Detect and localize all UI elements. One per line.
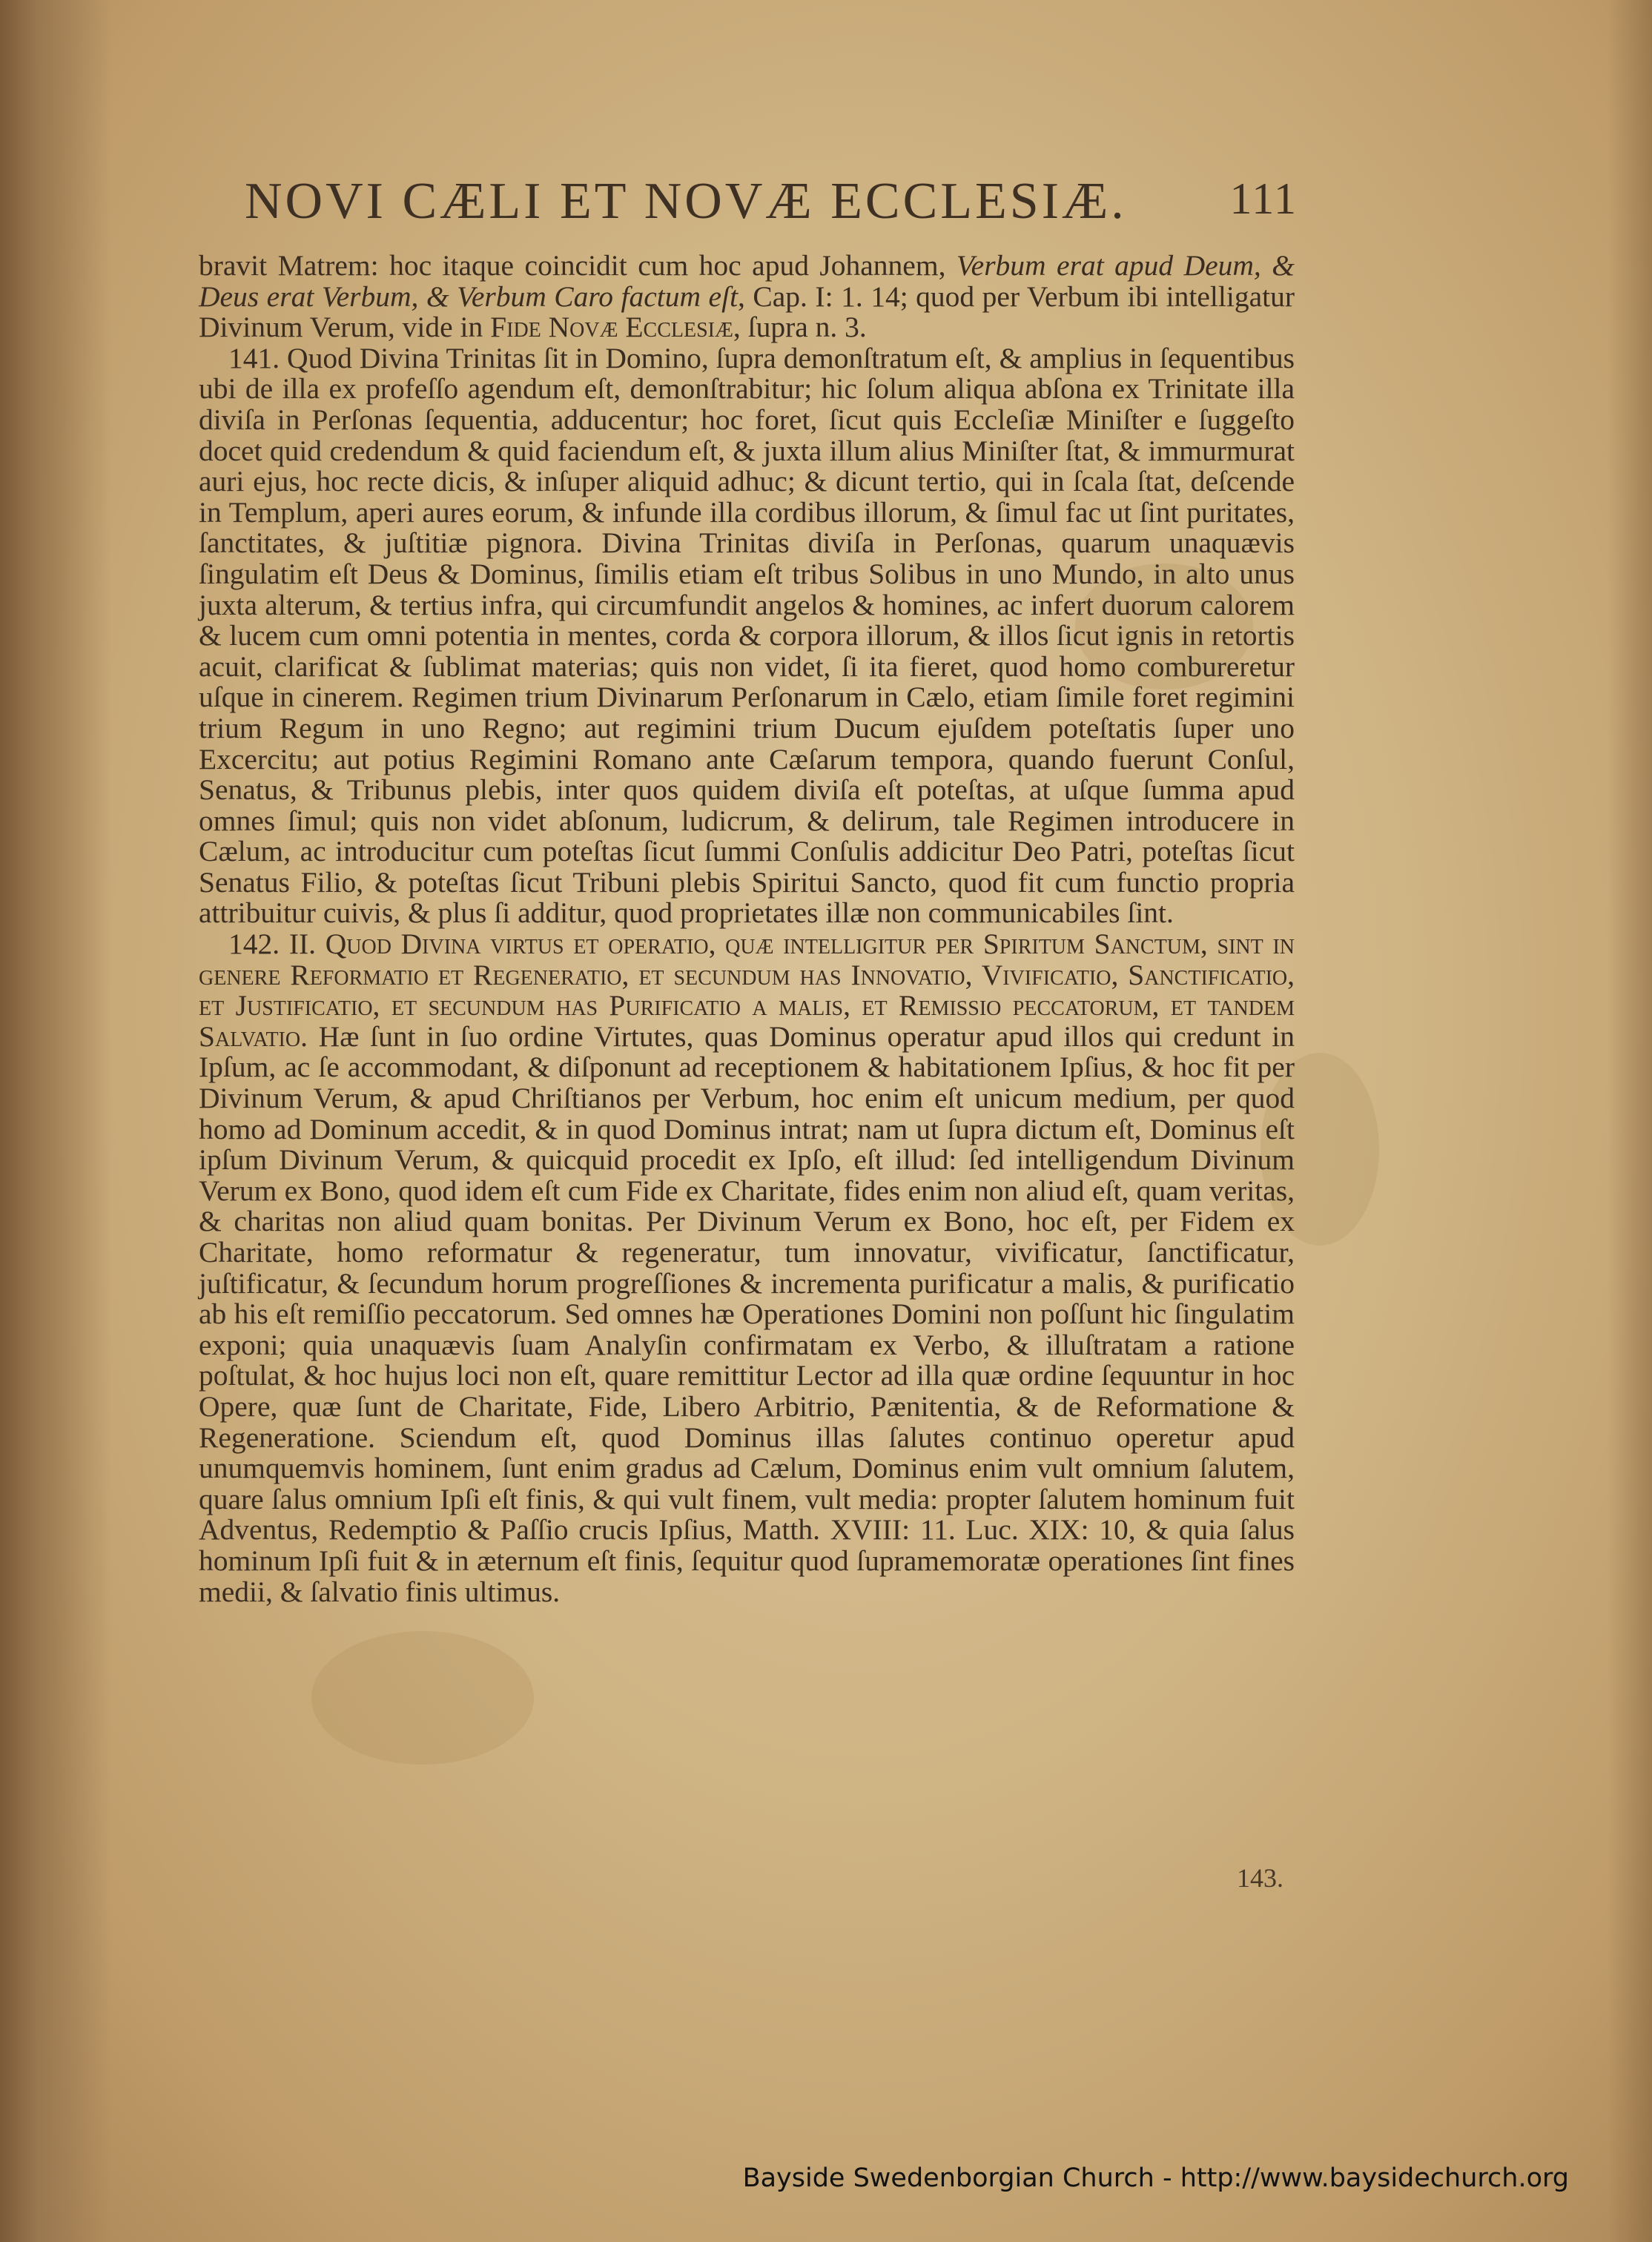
continuation-text-1: bravit Matrem: hoc itaque coincidit cum hoc apud Johannem, xyxy=(199,249,956,282)
paragraph-141: 141. Quod Divina Trinitas ſit in Domino, ſupra demonſtratum eſt, & amplius in ſequentibus ubi de illa ex profeſſo agendum eſt, demonſtrabitur; hic ſolum aliqua abſona ex Trinitate illa diviſa in Perſonas ſequentia, adducentur; hoc foret, ſicut quis Eccleſiæ Miniſter e ſuggeſto docet quid credendum & quid faciendum eſt, & juxta illum alius Miniſter ſtat, & immurmurat auri ejus, hoc recte dicis, & inſuper aliquid adhuc; & dicunt tertio, qui in ſcala ſtat, deſcende in Templum, aperi aures eorum, & infunde illa cordibus illorum, & ſimul fac ut ſint puritates, ſanctitates, & juſtitiæ pignora. Divina Trinitas diviſa in Perſonas, quarum unaquævis ſingulatim eſt Deus & Dominus, ſimilis etiam eſt tribus Solibus in uno Mundo, in alto unus juxta alterum, & tertius infra, qui circumfundit angelos & homines, ac infert duorum calorem & lucem cum omni potentia in mentes, corda & corpora illorum, & illos ſicut ignis in retortis acuit, clarificat & ſublimat materias; quis non videt, ſi ita fieret, quod homo combureretur uſque in cinerem. Regimen trium Divinarum Perſonarum in Cælo, etiam ſimile foret regimini trium Regum in uno Regno; aut regimini trium Ducum ejuſdem poteſtatis ſuper uno Excercitu; aut potius Regimini Romano ante Cæſarum tempora, quando fuerunt Conſul, Senatus, & Tribunus plebis, inter quos quidem diviſa eſt poteſtas, at uſque ſumma apud omnes ſimul; quis non videt abſonum, ludicrum, & delirum, tale Regimen introducere in Cælum, ac introducitur cum poteſtas ſicut ſummi Conſulis addicitur Deo Patri, poteſtas ſicut Senatus Filio, & poteſtas ſicut Tribuni plebis Spiritui Sancto, quod fit cum functio propria attribuitur cuivis, & plus ſi additur, quod proprietates illæ non communicabiles ſint. xyxy=(199,341,1295,930)
continuation-small-caps: Fide Novæ Ecclesiæ xyxy=(490,311,733,344)
catchword: 143. xyxy=(1237,1863,1283,1893)
paragraph-142 xyxy=(199,929,1295,1607)
continuation-italic-quote: Verbum erat apud Deum, & Deus erat Verbum, & Verbum Caro factum eſt xyxy=(199,249,1295,313)
paragraph-142-heading: Quod Divina virtus et operatio, quæ intelligitur per Spiritum Sanctum, sint in genere Reformatio et Regeneratio, et secundum has Innovatio, Vivificatio, Sanctificatio, et Justificatio, et secundum has Purificatio a malis, et Remissio peccatorum, et tandem Salvatio. xyxy=(199,927,1295,1053)
continuation-paragraph xyxy=(199,251,1295,343)
running-title: NOVI CÆLI ET NOVÆ ECCLESIÆ. xyxy=(245,173,1127,230)
continuation-text-2: , Cap. I: 1. 14; quod per Verbum ibi intelligatur Divinum Verum, vide in xyxy=(199,280,1295,344)
page-edge-shadow xyxy=(1608,0,1652,2242)
paper-stain xyxy=(311,1631,534,1765)
gutter-shadow xyxy=(0,0,111,2242)
watermark-caption: Bayside Swedenborgian Church - http://www.baysidechurch.org xyxy=(742,2163,1569,2193)
paragraph-142-number: 142. II. xyxy=(228,927,326,961)
page-header xyxy=(245,172,1298,239)
page-number: 111 xyxy=(1229,174,1298,223)
paragraph-142-text: Hæ ſunt in ſuo ordine Virtutes, quas Dominus operatur apud illos qui credunt in Ipſum, ac ſe accommodant, & diſponunt ad receptionem & habitationem Ipſius, & hoc fit per Divinum Verum, & apud Chriſtianos per Verbum, hoc enim eſt unicum medium, per quod homo ad Dominum accedit, & in quod Dominus intrat; nam ut ſupra dictum eſt, Dominus eſt ipſum Divinum Verum, & quicquid procedit ex Ipſo, eſt illud: ſed intelligendum Divinum Verum ex Bono, quod idem eſt cum Fide ex Charitate, fides enim non aliud eſt, quam veritas, & charitas non aliud quam bonitas. Per Divinum Verum ex Bono, hoc eſt, per Fidem ex Charitate, homo reformatur & regeneratur, tum innovatur, vivificatur, ſanctificatur, juſtificatur, & ſecundum horum progreſſiones & incrementa purificatur a malis, & purificatio ab his eſt remiſſio peccatorum. Sed omnes hæ Operationes Domini non poſſunt hic ſingulatim exponi; quia unaquævis ſuam Analyſin confirmatam ex Verbo, & illuſtratam a ratione poſtulat, & hoc hujus loci non eſt, quare remittitur Lector ad illa quæ ordine ſequuntur in hoc Opere, quæ ſunt de Charitate, Fide, Libero Arbitrio, Pænitentia, & de Reformatione & Regeneratione. Sciendum eſt, quod Dominus illas ſalutes continuo operetur apud unumquemvis hominem, ſunt enim gradus ad Cælum, Dominus enim vult omnium ſalutem, quare ſalus omnium Ipſi eſt finis, & qui vult finem, vult media: propter ſalutem hominum fuit Adventus, Redemptio & Paſſio crucis Ipſius, Matth. XVIII: 11. Luc. XIX: 10, & quia ſalus hominum Ipſi fuit & in æternum eſt finis, ſequitur quod ſupramemoratæ operationes ſint fines medii, & ſalvatio finis ultimus. xyxy=(199,1019,1295,1608)
continuation-text-3: , ſupra n. 3. xyxy=(733,311,867,344)
body-text xyxy=(199,251,1295,1607)
